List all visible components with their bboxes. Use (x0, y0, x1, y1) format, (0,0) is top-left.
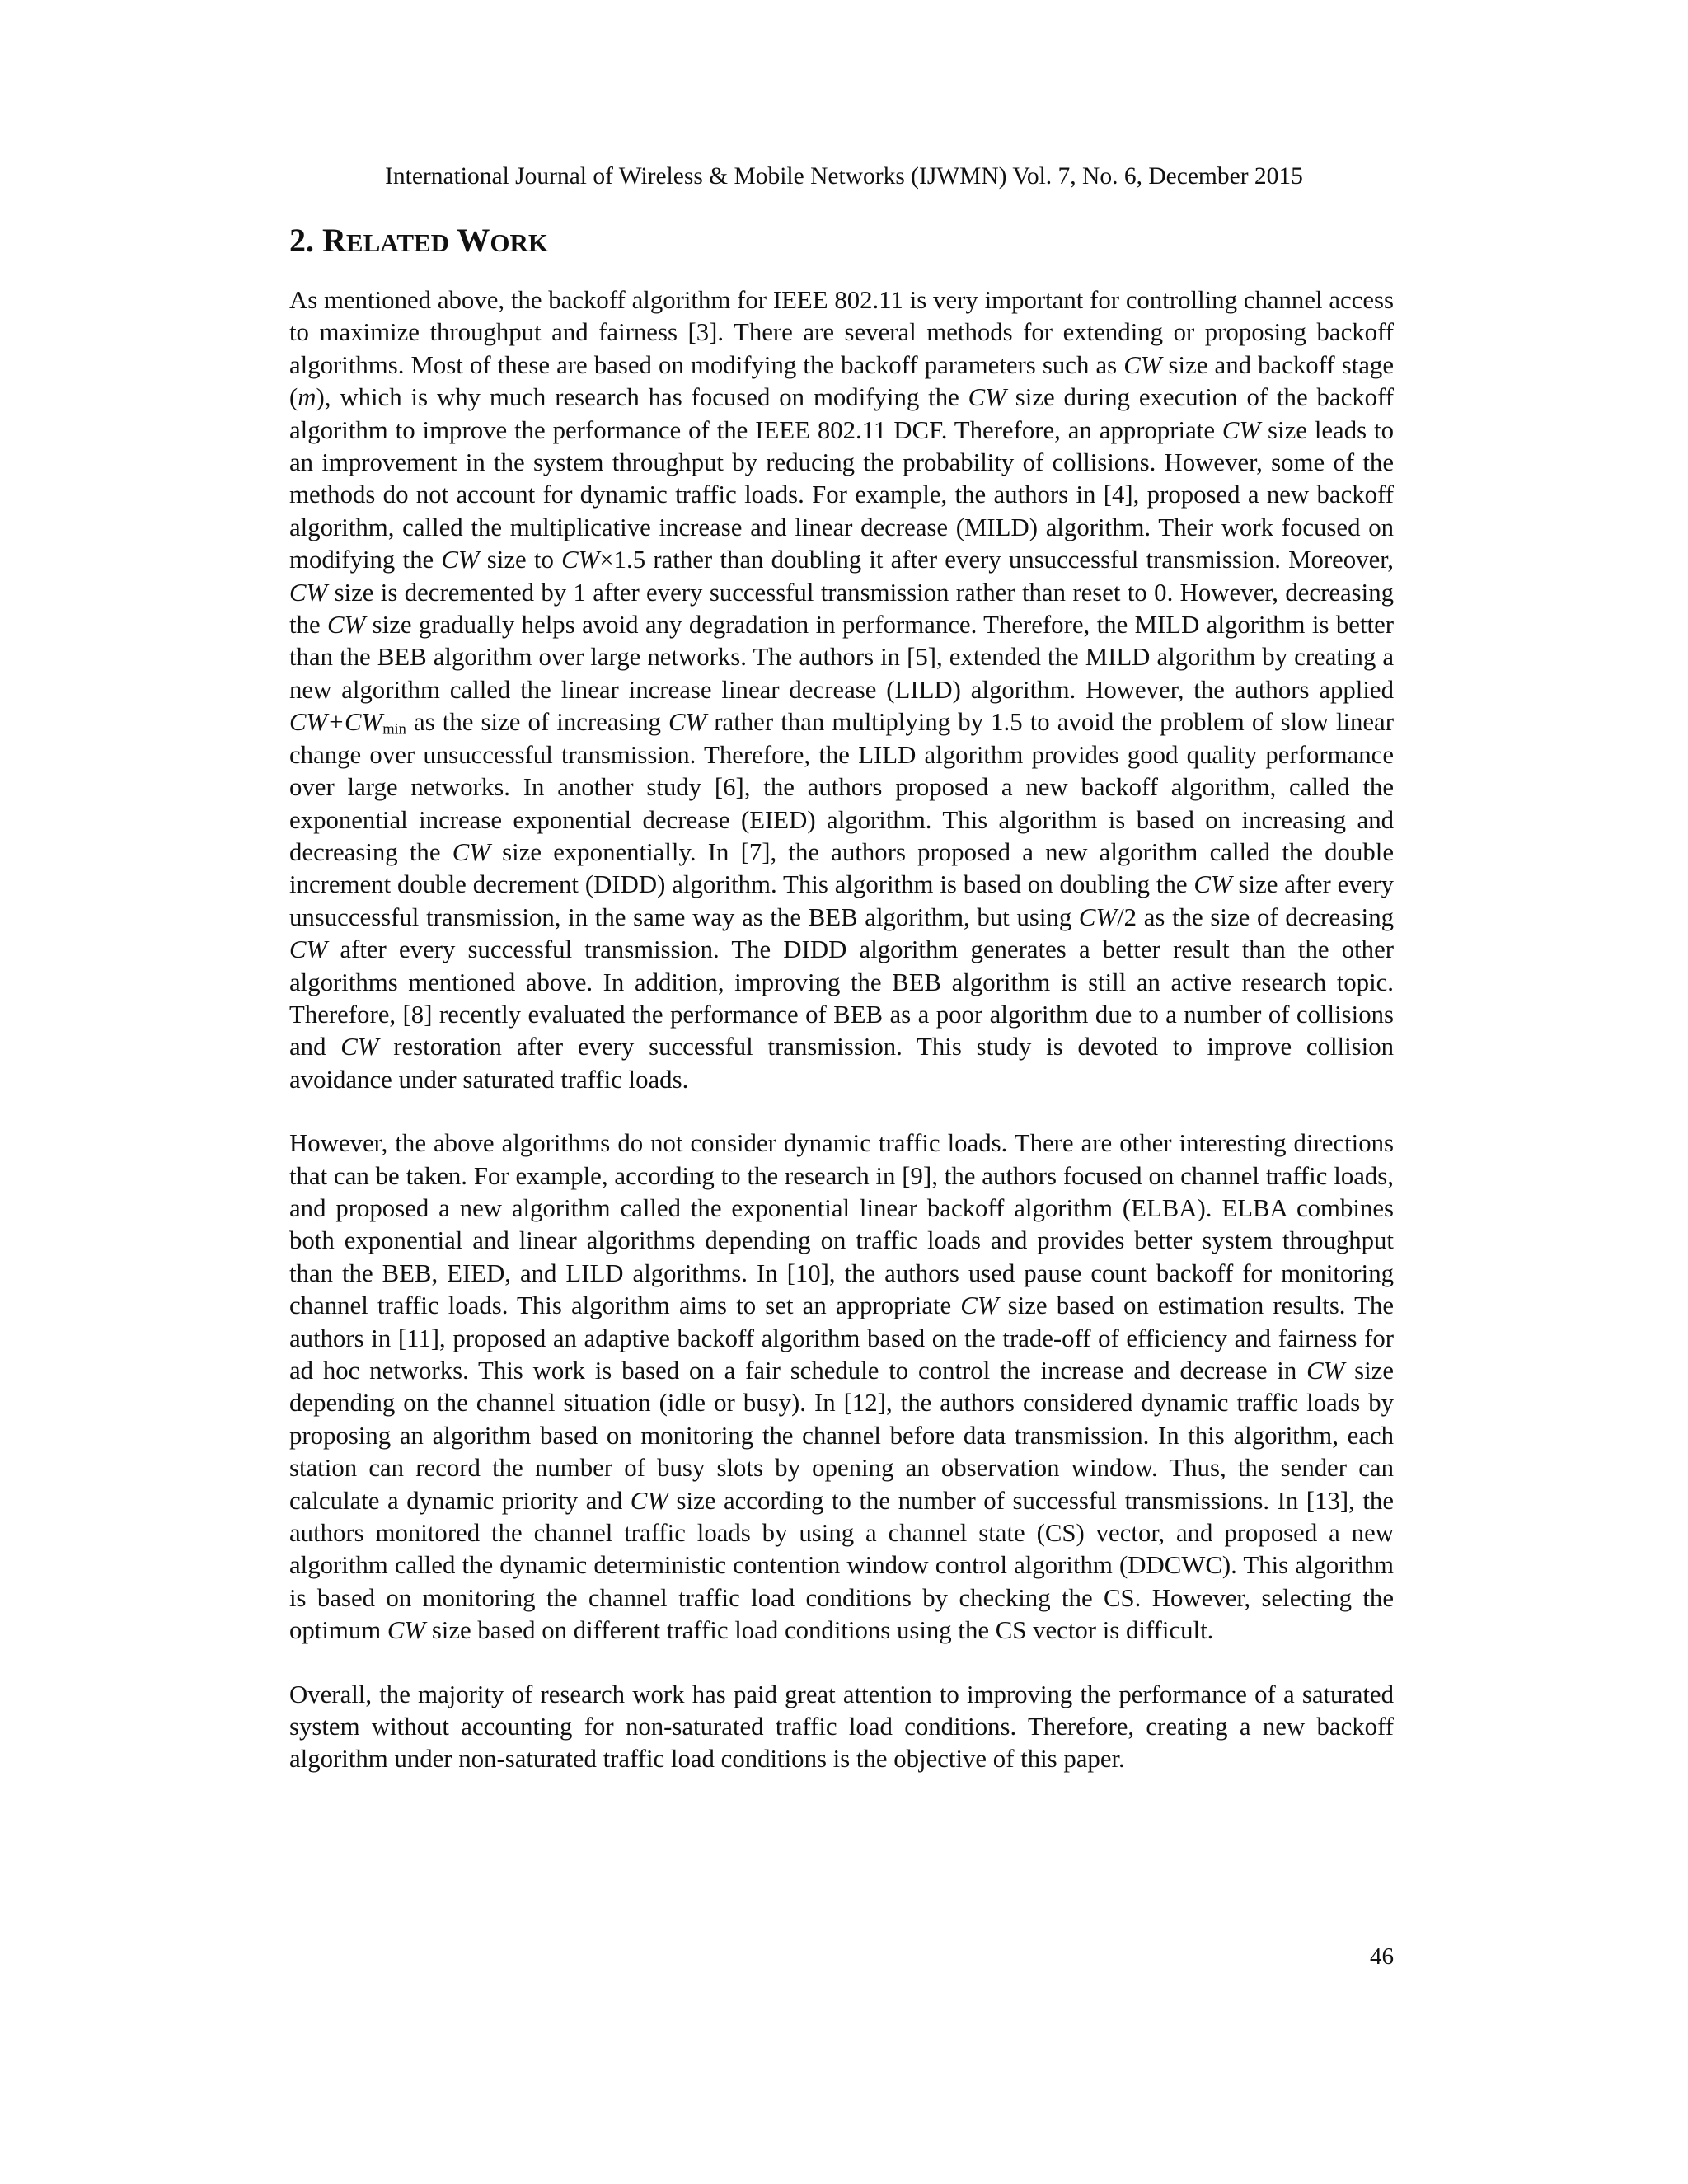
section-title-initial-r: R (322, 222, 346, 259)
body-text (289, 284, 1394, 1807)
p1-text-05: size leads to an improvement in the system throughput by reducing the probability of collisions. However, some of the methods do not account for dynamic traffic loads. For example, the authors in [4], proposed a new backoff algorithm, called the multiplicative increase and linear decrease (MILD) algorithm. Their work focused on modifying the (289, 415, 1394, 574)
section-title-elated: ELATED (345, 228, 450, 257)
paragraph-3: Overall, the majority of research work has paid great attention to improving the performance of a saturated system without accounting for non-saturated traffic load conditions. Therefore, creating a new backoff algorithm under non-saturated traffic load conditions is the objective of this paper. (289, 1680, 1394, 1774)
p1-text-11: rather than multiplying by 1.5 to avoid the problem of slow linear change over unsuccessful transmission. Therefore, the LILD algorithm provides good quality performance over large networks. In another study [6], the authors proposed a new backoff algorithm, called the exponential increase exponential decrease (EIED) algorithm. This algorithm is based on increasing and decreasing the (289, 708, 1394, 866)
p1-italic-cw-03: CW (1221, 415, 1261, 444)
section-title-initial-w: W (457, 222, 490, 259)
p1-text-04: size during execution of the backoff algorithm to improve the performance of the IEEE 802.11 DCF. Therefore, an appropriate (289, 383, 1394, 444)
p1-text-08: size is decremented by 1 after every successful transmission rather than reset to 0. However, decreasing the (289, 578, 1394, 640)
p1-text-16: restoration after every successful transmission. This study is devoted to improve collision avoidance under saturated traffic loads. (289, 1033, 1394, 1094)
p1-text-07: ×1.5 rather than doubling it after every unsuccessful transmission. Moreover, (599, 546, 1394, 574)
p1-text-02: size and backoff stage ( (289, 350, 1394, 412)
p2-text-02: size based on estimation results. The authors in [11], proposed an adaptive backoff algorithm based on the trade-off of efficiency and fairness for ad hoc networks. This work is based on a fair schedule to control the increase and decrease in (289, 1291, 1394, 1385)
p1-italic-cw-08: CW (668, 708, 707, 737)
p1-italic-cw-07: CW (327, 611, 366, 640)
p1-italic-cw-06: CW (289, 578, 328, 607)
page-number: 46 (1370, 1943, 1394, 1970)
p1-italic-cw-10: CW (1193, 870, 1232, 899)
p1-italic-cw-09: CW (452, 837, 490, 866)
p1-italic-cw-05: CW (561, 546, 600, 574)
p1-subscript-min: min (382, 720, 406, 738)
section-heading (289, 221, 548, 263)
p2-text-05: size based on different traffic load conditions using the CS vector is difficult. (425, 1616, 1214, 1645)
p2-italic-cw-03: CW (630, 1486, 668, 1515)
p1-italic-cw-12: CW (289, 935, 328, 964)
p1-italic-m: m (298, 383, 316, 412)
section-number: 2. (289, 222, 314, 259)
p2-text-01: However, the above algorithms do not consider dynamic traffic loads. There are other interesting directions that can be taken. For example, according to the research in [9], the authors focused on channel traffic loads, and proposed a new algorithm called the exponential linear backoff algorithm (ELBA). ELBA combines both exponential and linear algorithms depending on traffic loads and provides better system throughput than the BEB, EIED, and LILD algorithms. In [10], the authors used pause count backoff for monitoring channel traffic loads. This algorithm aims to set an appropriate (289, 1129, 1394, 1320)
paragraph-2 (289, 1127, 1394, 1647)
p1-italic-cw-04: CW (441, 546, 480, 574)
p1-text-15: after every successful transmission. The DIDD algorithm generates a better result than the other algorithms mentioned above. In addition, improving the BEB algorithm is still an active research topic. Therefore, [8] recently evaluated the performance of BEB as a poor algorithm due to a number of collisions and (289, 935, 1394, 1062)
p1-italic-cw-01: CW (1123, 350, 1162, 379)
p1-text-12: size exponentially. In [7], the authors proposed a new algorithm called the double increment double decrement (DIDD) algorithm. This algorithm is based on doubling the (289, 837, 1394, 899)
section-title-ork: ORK (490, 228, 548, 257)
p1-text-06: size to (479, 546, 562, 574)
p1-text-01: As mentioned above, the backoff algorithm for IEEE 802.11 is very important for controlling channel access to maximize throughput and fairness [3]. There are several methods for extending or proposing backoff algorithms. Most of these are based on modifying the backoff parameters such as (289, 286, 1394, 379)
p1-italic-cw-02: CW (968, 383, 1006, 412)
paragraph-1 (289, 284, 1394, 1096)
p1-text-10: as the size of increasing (406, 708, 668, 737)
p2-italic-cw-01: CW (960, 1291, 999, 1320)
p1-italic-cw-cwmin: CW+CW (289, 708, 383, 737)
p1-text-14: /2 as the size of decreasing (1117, 902, 1394, 931)
p2-italic-cw-02: CW (1306, 1357, 1345, 1385)
p2-text-04: size according to the number of successful transmissions. In [13], the authors monitored the channel traffic loads by using a channel state (CS) vector, and proposed a new algorithm called the dynamic deterministic contention window control algorithm (DDCWC). This algorithm is based on monitoring the channel traffic load conditions by checking the CS. However, selecting the optimum (289, 1486, 1395, 1645)
p2-italic-cw-04: CW (387, 1616, 426, 1645)
p1-italic-cw-11: CW (1078, 902, 1118, 931)
p1-text-09: size gradually helps avoid any degradation in performance. Therefore, the MILD algorithm is better than the BEB algorithm over large networks. The authors in [5], extended the MILD algorithm by creating a new algorithm called the linear increase linear decrease (LILD) algorithm. However, the authors applied (289, 611, 1394, 704)
running-header: International Journal of Wireless & Mobile Networks (IJWMN) Vol. 7, No. 6, December 2015 (385, 163, 1303, 190)
p1-text-03: ), which is why much research has focused on modifying the (316, 383, 968, 412)
p1-italic-cw-13: CW (340, 1033, 379, 1062)
p2-text-03: size depending on the channel situation (idle or busy). In [12], the authors considered dynamic traffic loads by proposing an algorithm based on monitoring the channel before data transmission. In this algorithm, each station can record the number of busy slots by opening an observation window. Thus, the sender can calculate a dynamic priority and (289, 1357, 1394, 1515)
p1-text-13: size after every unsuccessful transmission, in the same way as the BEB algorithm, but using (289, 870, 1394, 931)
